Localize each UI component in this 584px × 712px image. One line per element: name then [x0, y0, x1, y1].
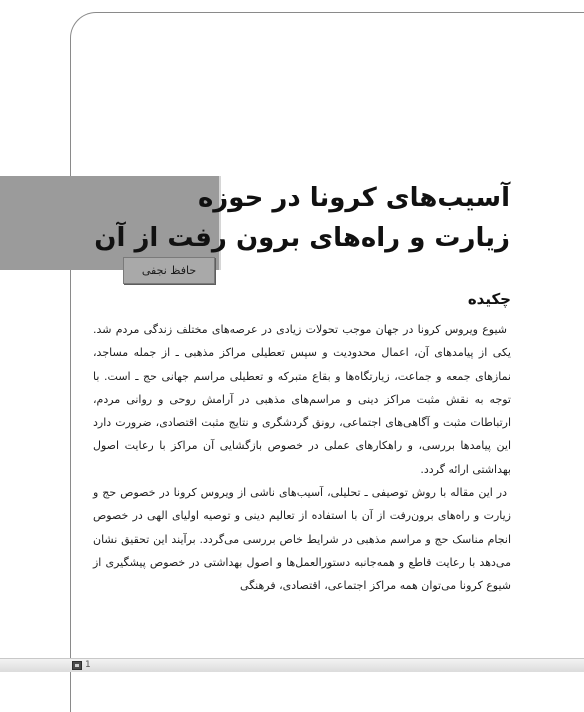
article-title-line-1: آسیب‌های کرونا در حوزه: [197, 183, 510, 213]
abstract-heading: چکیده: [467, 290, 511, 308]
author-name: حافظ نجفی: [123, 257, 215, 284]
abstract-paragraph-2: در این مقاله با روش توصیفی ـ تحلیلی، آسیب‌های ناشی از ویروس کرونا در خصوص حج و زیارت و راه‌های برون‌رفت از آن با استفاده از تعالیم دینی و توصیه اولیای الهی در خصوص انجام مناسک حج و مراسم مذهبی در شرایط خاص بررسی می‌گردد. برآیند این تحقیق نشان می‌دهد با رعایت قاطع و همه‌جانبه دستورالعمل‌ها و اصول بهداشتی در خصوص پیشگیری از شیوع کرونا می‌توان همه مراکز اجتماعی، اقتصادی، فرهنگی: [93, 486, 511, 593]
page-number-mark: 1: [85, 660, 91, 670]
abstract-text: [93, 318, 511, 598]
article-title-line-2: زیارت و راه‌های برون رفت از آن: [94, 223, 510, 253]
abstract-paragraph-1: شیوع ویروس کرونا در جهان موجب تحولات زیادی در عرصه‌های مختلف زندگی مردم شد. یکی از پیامدهای آن، اعمال محدودیت و سپس تعطیلی مراکز مذهبی ـ از جمله مساجد، نمازهای جمعه و جماعت، زیارتگاه‌ها و بقاع متبرکه و تعطیلی مراسم جهانی حج ـ است. با توجه به نقش مثبت مراکز دینی و مراسم‌های مذهبی در آرامش روحی و روانی مردم، ارتباطات مثبت و آگاهی‌های اجتماعی، رونق گردشگری و نتایج مثبت اقتصادی، ضرورت دارد این پیامدها بررسی، و راهکارهای عملی در خصوص بازگشایی آن مراکز با رعایت اصول بهداشتی ارائه گردد.: [93, 323, 511, 476]
article-title: [94, 178, 510, 258]
page-thumbnail-icon[interactable]: [72, 661, 82, 670]
